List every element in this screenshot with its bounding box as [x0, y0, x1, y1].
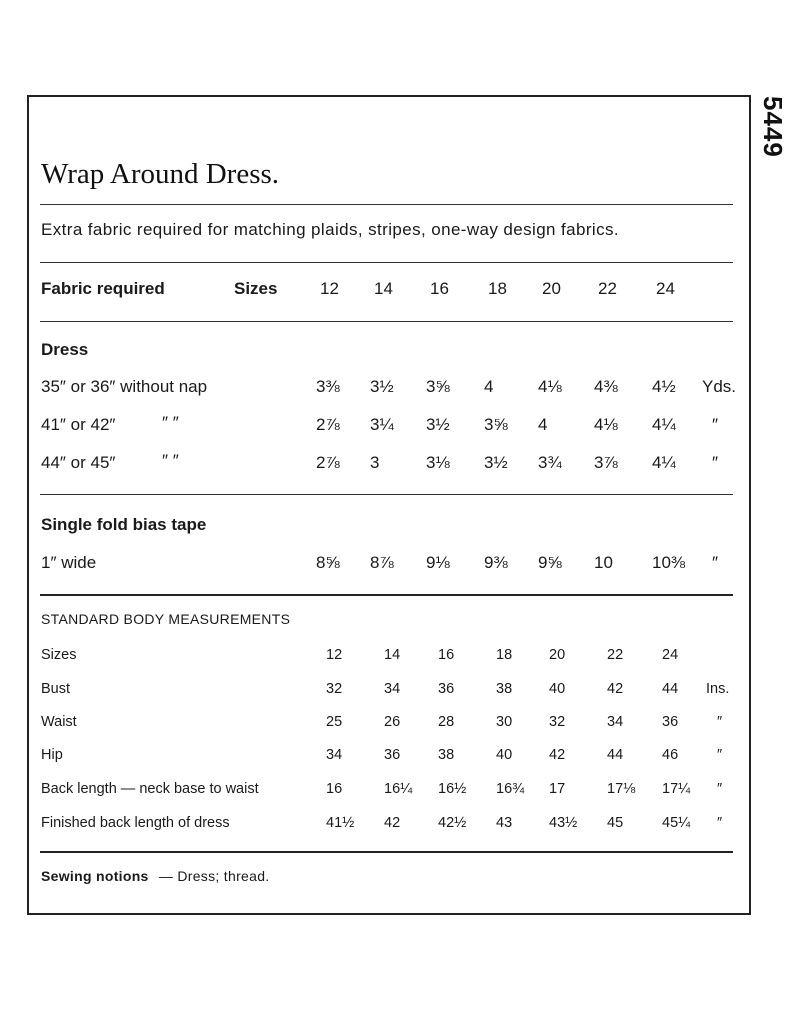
size-header-cell: 14 [374, 279, 393, 298]
value-cell: 4¼ [652, 453, 676, 472]
value-cell: 17 [549, 781, 566, 797]
sewing-notions-label: Sewing notions [41, 868, 149, 884]
value-cell: 45 [607, 815, 624, 831]
value-cell: 3½ [426, 415, 450, 434]
value-cell: 12 [326, 647, 343, 663]
row-label: Back length — neck base to waist [41, 781, 259, 797]
value-cell: 28 [438, 714, 455, 730]
value-cell: 36 [438, 681, 455, 697]
value-cell: 34 [384, 681, 401, 697]
value-cell: 4⅛ [538, 377, 562, 396]
value-cell: 3¾ [538, 453, 562, 472]
value-cell: 4 [538, 415, 548, 434]
unit-cell: ″ [717, 714, 723, 730]
value-cell: 4¼ [652, 415, 676, 434]
divider [40, 321, 733, 322]
value-cell: 10⅜ [652, 553, 686, 572]
bias-tape-heading: Single fold bias tape [41, 515, 207, 534]
row-label: Bust [41, 681, 71, 697]
unit-cell: Yds. [702, 377, 737, 396]
value-cell: 3⅛ [426, 453, 450, 472]
sewing-notions-text: — Dress; thread. [158, 868, 270, 884]
ditto-marks: ″ ″ [162, 413, 179, 432]
value-cell: 30 [496, 714, 513, 730]
value-cell: 34 [326, 747, 343, 763]
value-cell: 3¼ [370, 415, 394, 434]
value-cell: 3⅝ [426, 377, 450, 396]
value-cell: 2⅞ [316, 453, 340, 472]
page-title: Wrap Around Dress. [41, 158, 280, 190]
value-cell: 14 [384, 647, 401, 663]
row-label: Finished back length of dress [41, 815, 230, 831]
row-label: 41″ or 42″ [41, 415, 116, 434]
value-cell: 9⅜ [484, 553, 508, 572]
value-cell: 40 [549, 681, 566, 697]
value-cell: 36 [662, 714, 679, 730]
value-cell: 26 [384, 714, 401, 730]
fabric-required-label: Fabric required [41, 279, 165, 298]
divider [40, 594, 733, 596]
unit-cell: ″ [717, 815, 723, 831]
unit-cell: ″ [717, 781, 723, 797]
value-cell: 38 [438, 747, 455, 763]
value-cell: 18 [496, 647, 513, 663]
value-cell: 4 [484, 377, 494, 396]
sewing-notions [41, 868, 269, 884]
divider [40, 262, 733, 263]
value-cell: 4⅛ [594, 415, 618, 434]
value-cell: 8⅞ [370, 553, 394, 572]
divider [40, 204, 733, 205]
value-cell: 3½ [484, 453, 508, 472]
unit-cell: Ins. [706, 681, 730, 697]
row-label: 44″ or 45″ [41, 453, 116, 472]
value-cell: 16¼ [384, 781, 413, 797]
unit-cell: ″ [712, 553, 719, 572]
size-header-cell: 16 [430, 279, 449, 298]
row-label: Hip [41, 747, 63, 763]
value-cell: 32 [549, 714, 566, 730]
value-cell: 16 [326, 781, 343, 797]
value-cell: 3 [370, 453, 380, 472]
size-header-cell: 20 [542, 279, 561, 298]
divider [40, 851, 733, 853]
value-cell: 40 [496, 747, 513, 763]
value-cell: 16 [438, 647, 455, 663]
value-cell: 45¼ [662, 815, 691, 831]
unit-cell: ″ [717, 747, 723, 763]
value-cell: 22 [607, 647, 624, 663]
value-cell: 2⅞ [316, 415, 340, 434]
pattern-number: 5449 [758, 96, 788, 158]
unit-cell: ″ [712, 415, 719, 434]
value-cell: 42½ [438, 815, 467, 831]
row-label: Sizes [41, 647, 77, 663]
value-cell: 38 [496, 681, 513, 697]
value-cell: 10 [594, 553, 613, 572]
row-label: Waist [41, 714, 77, 730]
value-cell: 46 [662, 747, 679, 763]
subtitle: Extra fabric required for matching plaids, stripes, one-way design fabrics. [41, 220, 620, 239]
size-header-cell: 18 [488, 279, 507, 298]
value-cell: 42 [384, 815, 401, 831]
value-cell: 3⅜ [316, 377, 340, 396]
value-cell: 17¼ [662, 781, 691, 797]
size-header-cell: 12 [320, 279, 339, 298]
value-cell: 44 [662, 681, 679, 697]
value-cell: 8⅝ [316, 553, 340, 572]
value-cell: 44 [607, 747, 624, 763]
value-cell: 42 [607, 681, 624, 697]
value-cell: 3⅝ [484, 415, 508, 434]
sizes-label: Sizes [234, 279, 278, 298]
measurements-heading: STANDARD BODY MEASUREMENTS [41, 611, 291, 627]
value-cell: 25 [326, 714, 343, 730]
value-cell: 36 [384, 747, 401, 763]
value-cell: 43 [496, 815, 513, 831]
value-cell: 20 [549, 647, 566, 663]
value-cell: 24 [662, 647, 679, 663]
value-cell: 16½ [438, 781, 467, 797]
value-cell: 9⅝ [538, 553, 562, 572]
dress-heading: Dress [41, 340, 89, 359]
value-cell: 32 [326, 681, 343, 697]
value-cell: 43½ [549, 815, 578, 831]
unit-cell: ″ [712, 453, 719, 472]
value-cell: 17⅛ [607, 781, 636, 797]
value-cell: 9⅛ [426, 553, 450, 572]
ditto-marks: ″ ″ [162, 451, 179, 470]
size-header-cell: 22 [598, 279, 617, 298]
value-cell: 42 [549, 747, 566, 763]
value-cell: 34 [607, 714, 624, 730]
row-label: 1″ wide [41, 553, 97, 572]
value-cell: 3½ [370, 377, 394, 396]
value-cell: 3⅞ [594, 453, 618, 472]
value-cell: 16¾ [496, 781, 525, 797]
row-label: 35″ or 36″ without nap [41, 377, 208, 396]
value-cell: 4⅜ [594, 377, 618, 396]
divider [40, 494, 733, 495]
size-header-cell: 24 [656, 279, 675, 298]
value-cell: 4½ [652, 377, 676, 396]
value-cell: 41½ [326, 815, 355, 831]
